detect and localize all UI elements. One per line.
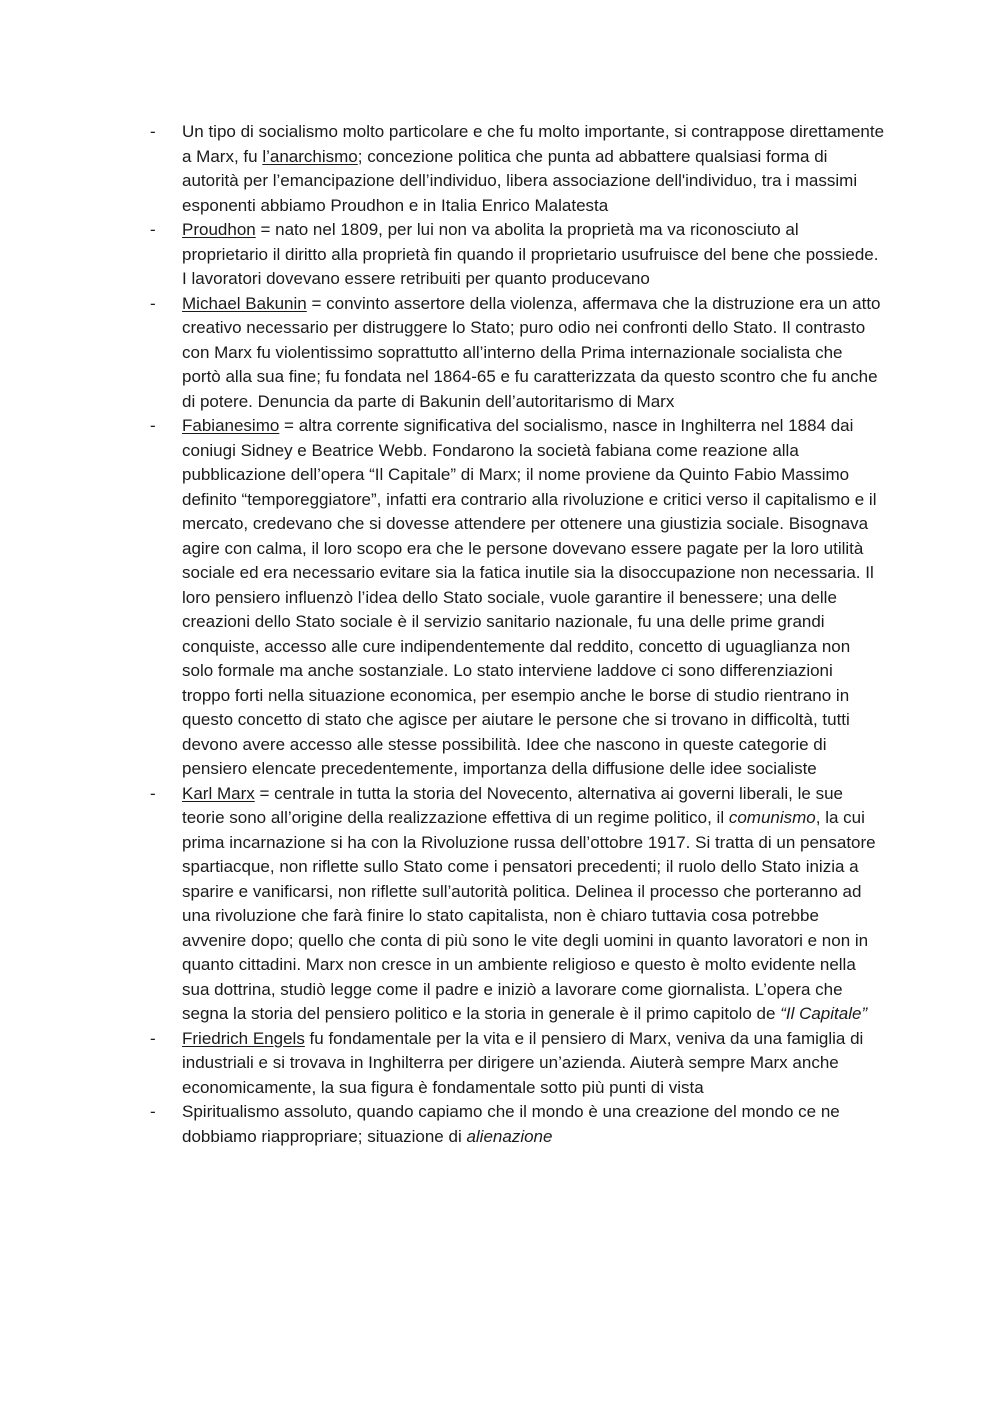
dash-marker: - bbox=[150, 122, 156, 141]
list-item-fabianesimo bbox=[150, 414, 885, 782]
dash-marker: - bbox=[150, 1102, 156, 1121]
dash-marker: - bbox=[150, 293, 156, 313]
item-text: = nato nel 1809, per lui non va abolita la proprietà ma va riconosciuto al proprietario il diritto alla proprietà fin quando il proprietario usufruisce del bene che possiede. I lavoratori dovevano essere retribuiti per quanto producevano bbox=[182, 220, 879, 288]
item-text: = altra corrente significativa del socialismo, nasce in Inghilterra nel 1884 dai coniugi Sidney e Beatrice Webb. Fondarono la società fabiana come reazione alla pubblicazione dell’opera “Il Capitale” di Marx; il nome proviene da Quinto Fabio Massimo definito “temporeggiatore”, infatti era contrario alla rivoluzione e critici verso il capitalismo e il mercato, credevano che si dovesse attendere per ottenere una giustizia sociale. Bisognava agire con calma, il loro scopo era che le persone dovevano essere pagate per la loro utilità sociale ed era necessario evitare sia la fatica inutile sia la disoccupazione non necessaria. Il loro pensiero influenzò l’idea dello Stato sociale, vuole garantire il benessere; una delle creazioni dello Stato sociale è il servizio sanitario nazionale, fu una delle prime grandi conquiste, accesso alle cure indipendentemente dal reddito, concetto di uguaglianza non solo formale ma anche sostanziale. Lo stato interviene laddove ci sono differenziazioni troppo forti nella situazione economica, per esempio anche le borse di studio rientrano in questo concetto di stato che agisce per aiutare le persone che si trovano in difficoltà, tutti devono avere accesso alle stesse possibilità. Idee che nascono in queste categorie di pensiero elencate precedentemente, importanza della diffusione delle idee socialiste bbox=[182, 416, 877, 778]
term-anarchismo: l’anarchismo bbox=[262, 146, 358, 166]
term-fabianesimo: Fabianesimo bbox=[182, 416, 280, 435]
term-engels: Friedrich Engels bbox=[182, 1028, 305, 1048]
item-text: ; concezione politica che punta ad abbattere qualsiasi forma di autorità per l’emancipazione dell’individuo, libera associazione dell'individuo, tra i massimi esponenti abbiamo Proudhon e in Italia Enrico Malatesta bbox=[182, 146, 858, 215]
term-marx: Karl Marx bbox=[182, 783, 255, 803]
list-item-spiritualismo bbox=[150, 1100, 885, 1149]
list-item-anarchismo bbox=[150, 120, 885, 218]
list-item-engels bbox=[150, 1027, 885, 1101]
item-text: fu fondamentale per la vita e il pensiero di Marx, veniva da una famiglia di industriali e si trovava in Inghilterra per dirigere un’azienda. Aiuterà sempre Marx anche economicamente, la sua figura è fondamentale sotto più punti di vista bbox=[182, 1028, 864, 1097]
list-item-marx bbox=[150, 782, 885, 1027]
emphasis-alienazione: alienazione bbox=[466, 1126, 553, 1146]
item-text: = convinto assertore della violenza, affermava che la distruzione era un atto creativo necessario per distruggere lo Stato; puro odio nei confronti dello Stato. Il contrasto con Marx fu violentissimo soprattutto all’interno della Prima internazionale socialista che portò alla sua fine; fu fondata nel 1864-65 e fu caratterizzata da questo scontro che fu anche di potere. Denuncia da parte di Bakunin dell’autoritarismo di Marx bbox=[182, 293, 881, 411]
list-item-proudhon bbox=[150, 218, 885, 292]
dash-marker: - bbox=[150, 783, 156, 803]
dash-marker: - bbox=[150, 220, 156, 239]
term-proudhon: Proudhon bbox=[182, 220, 256, 239]
item-text: Spiritualismo assoluto, quando capiamo che il mondo è una creazione del mondo ce ne dobbiamo riappropriare; situazione di bbox=[182, 1102, 840, 1146]
item-text: Un tipo di socialismo molto particolare e che fu molto importante, si contrappose direttamente a Marx, fu bbox=[182, 122, 885, 166]
emphasis-il-capitale: “Il Capitale” bbox=[780, 1004, 868, 1023]
emphasis-comunismo: comunismo bbox=[728, 808, 816, 827]
list-item-bakunin bbox=[150, 292, 885, 415]
term-bakunin: Michael Bakunin bbox=[182, 293, 307, 313]
bullet-list bbox=[150, 120, 885, 1149]
dash-marker: - bbox=[150, 416, 156, 435]
item-text: = centrale in tutta la storia del Novecento, alternativa ai governi liberali, le sue teorie sono all’origine della realizzazione effettiva di un regime politico, il bbox=[182, 783, 843, 827]
dash-marker: - bbox=[150, 1028, 156, 1048]
item-text: , la cui prima incarnazione si ha con la Rivoluzione russa dell’ottobre 1917. Si tratta di un pensatore spartiacque, non riflette sullo Stato come i pensatori precedenti; il ruolo dello Stato inizia a sparire e vanificarsi, non riflette sull’autorità politica. Delinea il processo che porteranno ad una rivoluzione che farà finire lo stato capitalista, non è chiaro tuttavia cosa potrebbe avvenire dopo; quello che conta di più sono le vite degli uomini in quanto lavoratori e non in quanto cittadini. Marx non cresce in un ambiente religioso e questo è molto evidente nella sua dottrina, studiò legge come il padre e iniziò a lavorare come giornalista. L’opera che segna la storia del pensiero politico e la storia in generale è il primo capitolo de bbox=[182, 808, 876, 1023]
